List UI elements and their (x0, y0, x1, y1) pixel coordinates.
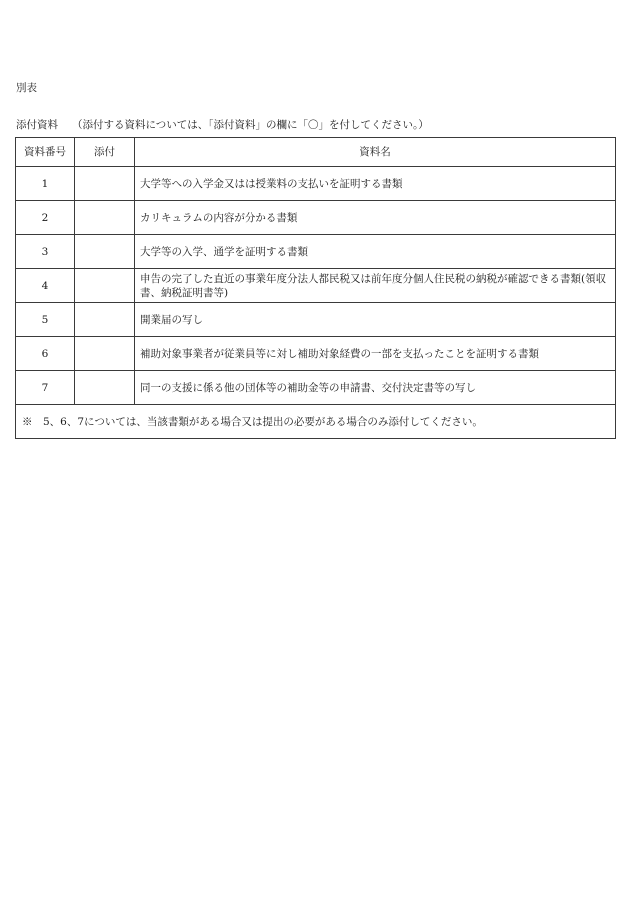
document-name: 大学等の入学、通学を証明する書類 (135, 235, 616, 269)
table-row (16, 337, 616, 371)
row-number: 2 (16, 201, 75, 235)
attached-cell[interactable] (75, 269, 135, 303)
document-name: 補助対象事業者が従業員等に対し補助対象経費の一部を支払ったことを証明する書類 (135, 337, 616, 371)
document-name: 同一の支援に係る他の団体等の補助金等の申請書、交付決定書等の写し (135, 371, 616, 405)
attached-cell[interactable] (75, 201, 135, 235)
table-note: ※ 5、6、7については、当該書類がある場合又は提出の必要がある場合のみ添付してください。 (16, 405, 616, 439)
document-name: 開業届の写し (135, 303, 616, 337)
row-number: 7 (16, 371, 75, 405)
table-row (16, 371, 616, 405)
document-name: カリキュラムの内容が分かる書類 (135, 201, 616, 235)
attached-cell[interactable] (75, 235, 135, 269)
row-number: 1 (16, 167, 75, 201)
table-row (16, 201, 616, 235)
attached-cell[interactable] (75, 303, 135, 337)
attached-cell[interactable] (75, 337, 135, 371)
table-row (16, 167, 616, 201)
header-name: 資料名 (135, 138, 616, 167)
attachment-table (15, 137, 616, 439)
caption-title: 添付資料 (16, 119, 58, 131)
row-number: 3 (16, 235, 75, 269)
table-note-row (16, 405, 616, 439)
table-row (16, 269, 616, 303)
header-attached: 添付 (75, 138, 135, 167)
row-number: 4 (16, 269, 75, 303)
table-header-row (16, 138, 616, 167)
table-caption (16, 118, 429, 132)
document-name: 申告の完了した直近の事業年度分法人都民税又は前年度分個人住民税の納税が確認できる書類(領収書、納税証明書等) (135, 269, 616, 303)
attached-cell[interactable] (75, 371, 135, 405)
table-row (16, 235, 616, 269)
appendix-label: 別表 (16, 82, 37, 94)
document-name: 大学等への入学金又はは授業料の支払いを証明する書類 (135, 167, 616, 201)
row-number: 6 (16, 337, 75, 371)
attached-cell[interactable] (75, 167, 135, 201)
header-number: 資料番号 (16, 138, 75, 167)
caption-instruction: （添付する資料については、「添付資料」の欄に「〇」を付してください。） (72, 119, 429, 131)
table-row (16, 303, 616, 337)
row-number: 5 (16, 303, 75, 337)
